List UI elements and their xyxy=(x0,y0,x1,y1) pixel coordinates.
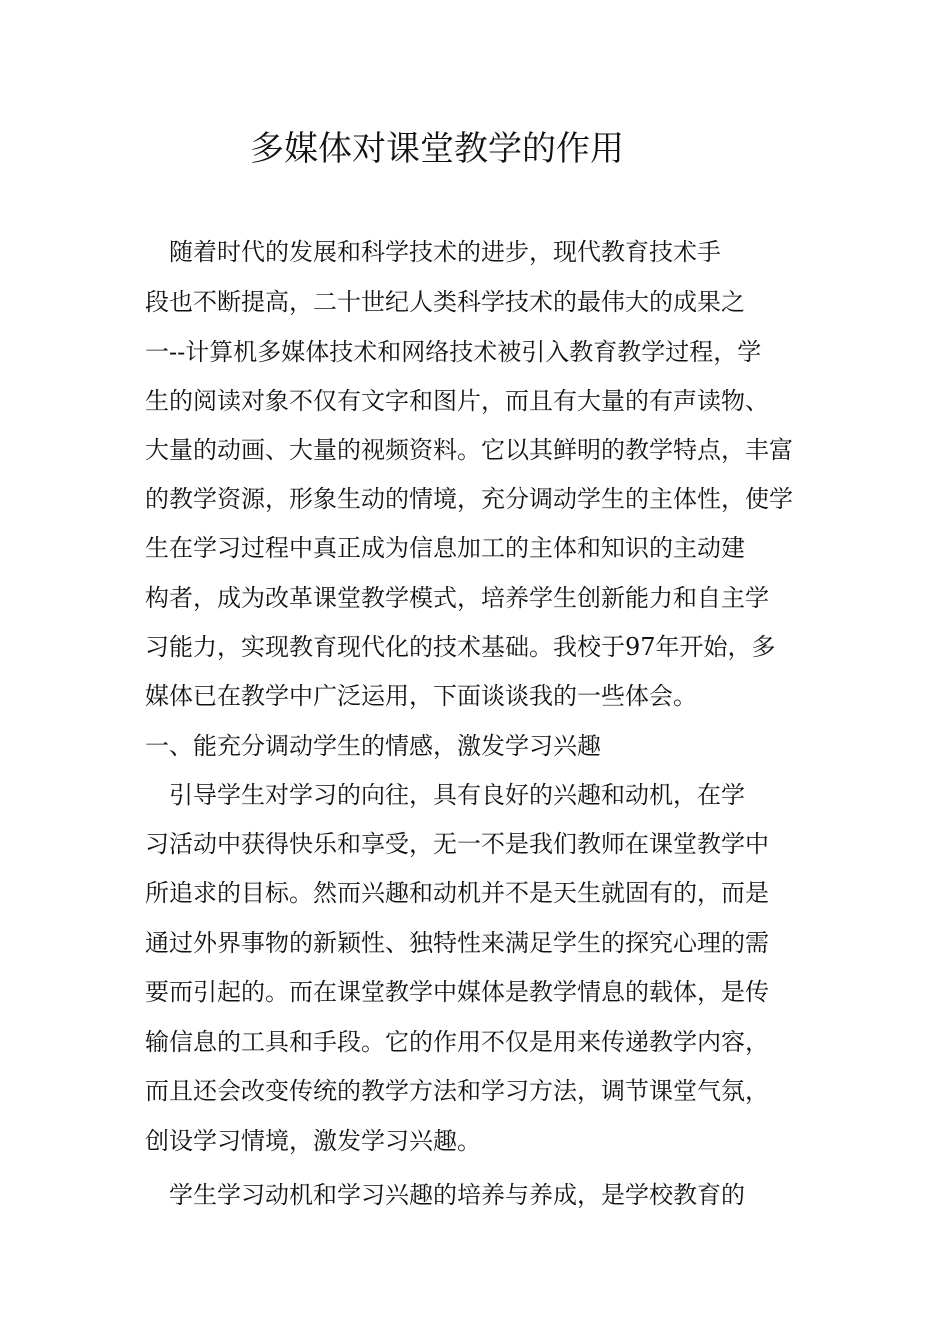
document-title: 多媒体对课堂教学的作用 xyxy=(250,129,624,169)
body-line-16: 要而引起的。而在课堂教学中媒体是教学情息的载体，是传 xyxy=(145,978,769,1006)
body-line-9: 习能力，实现教育现代化的技术基础。我校于97年开始，多 xyxy=(145,633,776,661)
section-heading-1: 一、能充分调动学生的情感，激发学习兴趣 xyxy=(145,732,601,760)
body-line-1: 随着时代的发展和科学技术的进步，现代教育技术手 xyxy=(145,238,721,266)
body-line-4: 生的阅读对象不仅有文字和图片，而且有大量的有声读物、 xyxy=(145,387,769,415)
body-line-7: 生在学习过程中真正成为信息加工的主体和知识的主动建 xyxy=(145,534,745,562)
body-line-8: 构者，成为改革课堂教学模式，培养学生创新能力和自主学 xyxy=(145,584,769,612)
body-line-10: 媒体已在教学中广泛运用，下面谈谈我的一些体会。 xyxy=(145,682,697,710)
body-line-6: 的教学资源，形象生动的情境，充分调动学生的主体性，使学 xyxy=(145,485,793,513)
body-line-19: 创设学习情境，激发学习兴趣。 xyxy=(145,1127,481,1155)
body-line-3: 一--计算机多媒体技术和网络技术被引入教育教学过程，学 xyxy=(145,338,762,366)
body-line-2: 段也不断提高，二十世纪人类科学技术的最伟大的成果之 xyxy=(145,288,745,316)
body-line-12: 引导学生对学习的向往，具有良好的兴趣和动机，在学 xyxy=(145,781,745,809)
body-line-5: 大量的动画、大量的视频资料。它以其鲜明的教学特点，丰富 xyxy=(145,436,793,464)
body-line-20: 学生学习动机和学习兴趣的培养与养成，是学校教育的 xyxy=(145,1181,745,1209)
body-line-18: 而且还会改变传统的教学方法和学习方法，调节课堂气氛， xyxy=(145,1077,769,1105)
body-line-15: 通过外界事物的新颖性、独特性来满足学生的探究心理的需 xyxy=(145,929,769,957)
body-line-14: 所追求的目标。然而兴趣和动机并不是天生就固有的，而是 xyxy=(145,879,769,907)
body-line-13: 习活动中获得快乐和享受，无一不是我们教师在课堂教学中 xyxy=(145,830,769,858)
body-line-17: 输信息的工具和手段。它的作用不仅是用来传递教学内容， xyxy=(145,1028,769,1056)
